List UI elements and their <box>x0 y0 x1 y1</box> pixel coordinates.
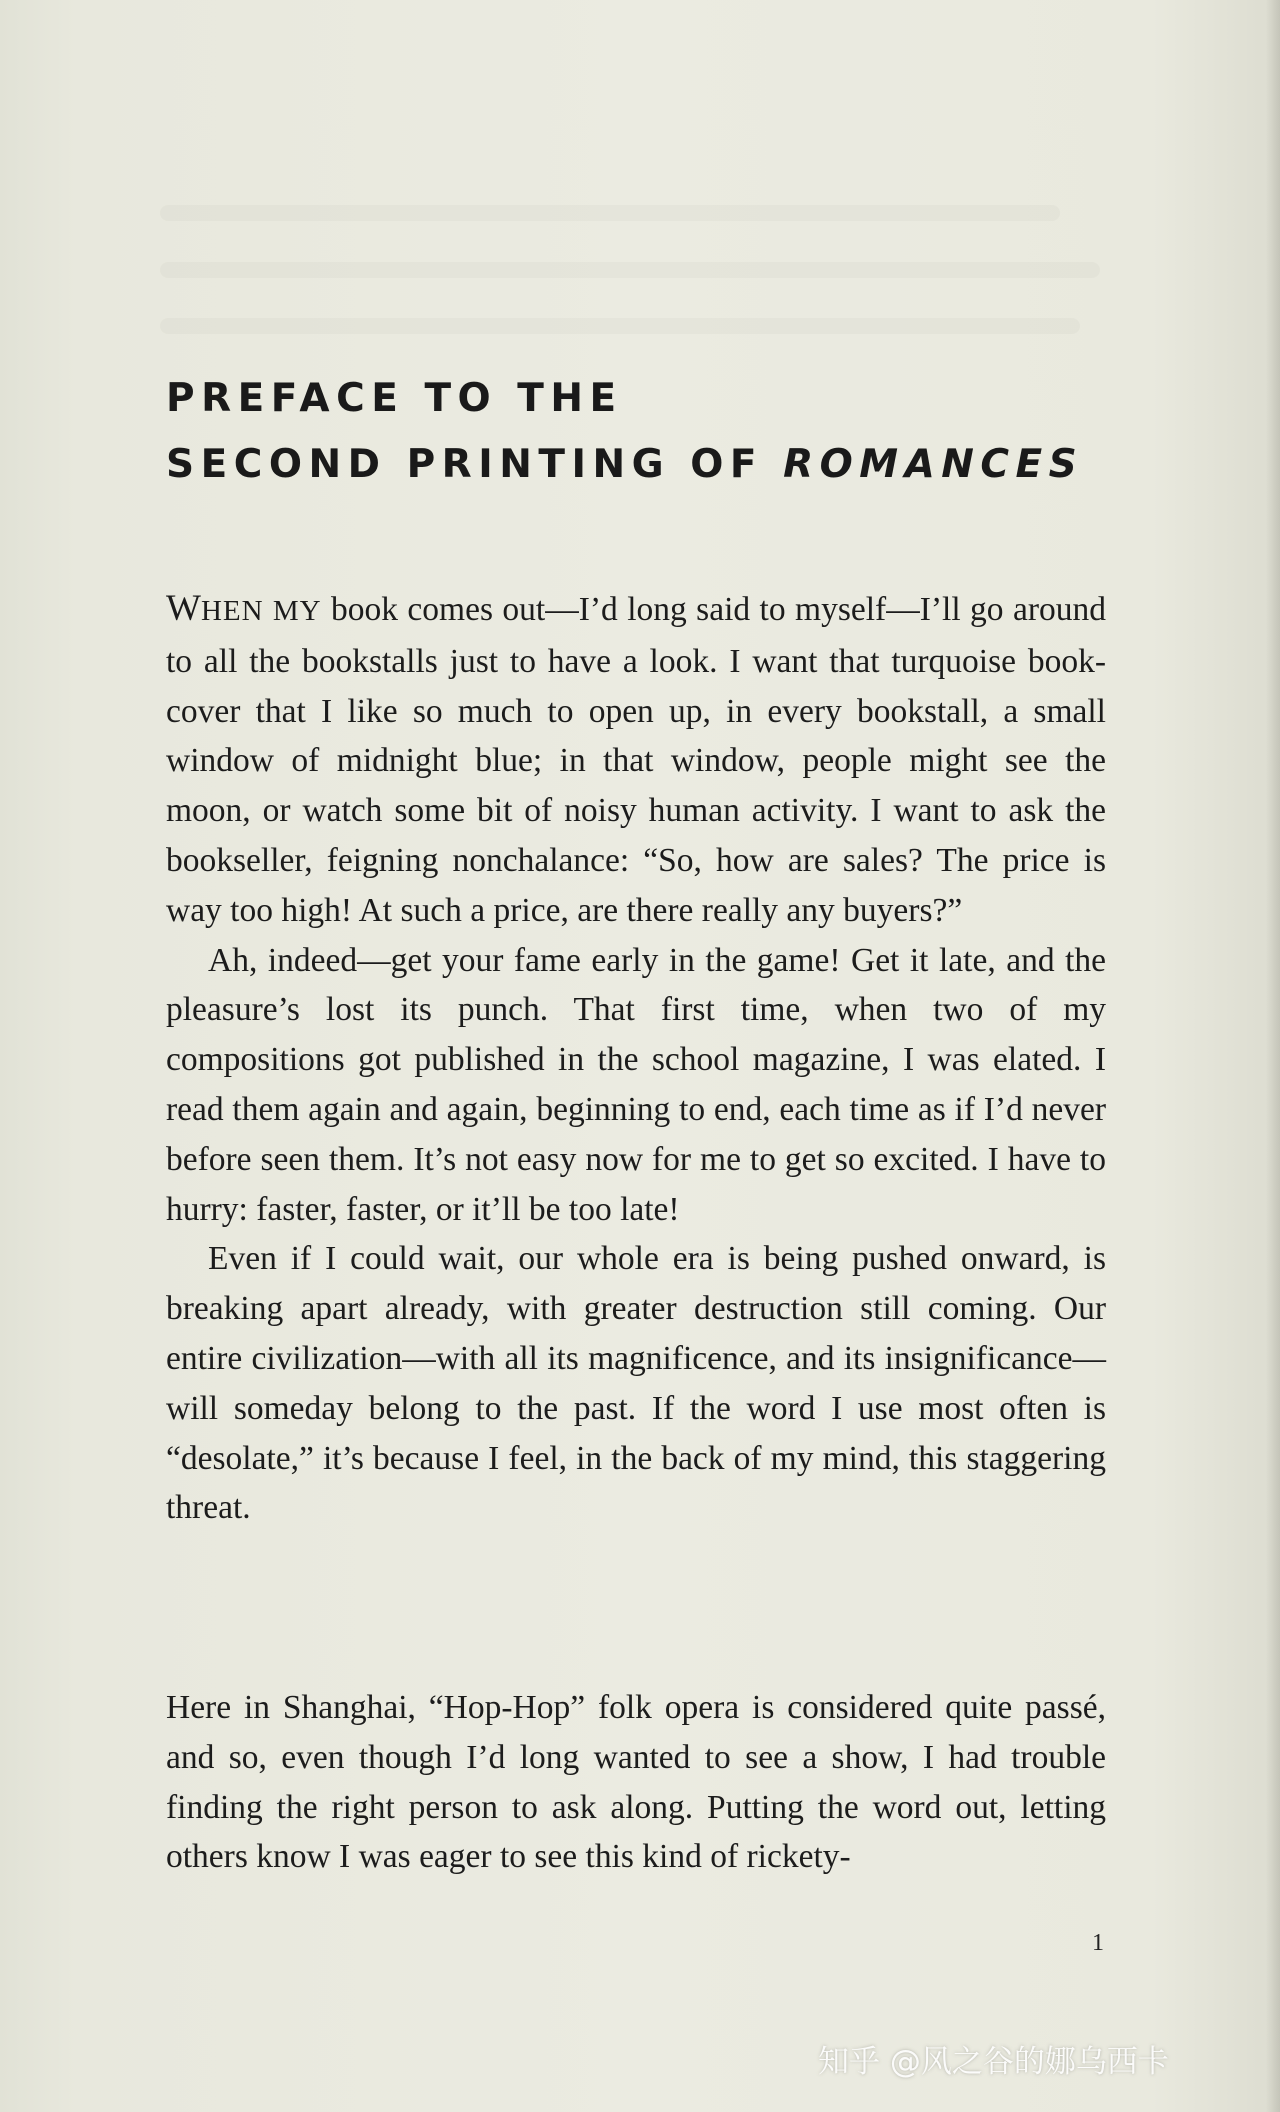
paragraph-3: Even if I could wait, our whole era is being pushed onward, is breaking apart already, with greater destruction still coming. Our entire civilization—with all its magnificence, and its insignificance—will someday belong to the past. If the word I use most often is “desolate,” it’s because I feel, in the back of my mind, this staggering threat. <box>166 1240 1106 1527</box>
paragraph-2: Ah, indeed—get your fame early in the game! Get it late, and the pleasure’s lost its punch. That first time, when two of my compositions got published in the school magazine, I was elated. I read them again and again, beginning to end, each time as if I’d never before seen them. It’s not easy now for me to get so excited. I have to hurry: faster, faster, or it’ll be too late! <box>166 941 1106 1228</box>
bleed-through-line <box>160 205 1060 221</box>
book-title: ROMANCES <box>783 442 1084 487</box>
bleed-through-line <box>160 262 1100 278</box>
section-1 <box>166 584 1106 1533</box>
watermark: 知乎 @风之谷的娜乌西卡 <box>818 2044 1169 2080</box>
page-number: 1 <box>1092 1930 1104 1956</box>
paragraph-1-text: book comes out—I’d long said to myself—I’ll go around to all the bookstalls just to have a look. I want that turquoise book-cover that I like so much to open up, in every bookstall, a small window of midnight blue; in that window, people might see the moon, or watch some bit of noisy human activity. I want to ask the bookseller, feigning nonchalance: “So, how are sales? The price is way too high! At such a price, are there really any buyers?” <box>166 591 1106 929</box>
section-2 <box>166 1683 1106 1882</box>
bleed-through-line <box>160 318 1080 334</box>
small-caps-lead: HEN MY <box>200 595 322 627</box>
drop-cap: W <box>166 588 201 629</box>
chapter-heading <box>166 366 1166 498</box>
paragraph-4: Here in Shanghai, “Hop-Hop” folk opera is considered quite passé, and so, even though I’d long wanted to see a show, I had trouble finding the right person to ask along. Putting the word out, letting others know I was eager to see this kind of rickety- <box>166 1689 1106 1876</box>
heading-line-1: PREFACE TO THE <box>166 376 623 421</box>
heading-line-2-prefix: SECOND PRINTING OF <box>166 442 784 487</box>
paragraph-1 <box>166 584 1106 936</box>
heading-line-2 <box>166 432 1166 498</box>
page-edge-shadow <box>1266 0 1280 2112</box>
